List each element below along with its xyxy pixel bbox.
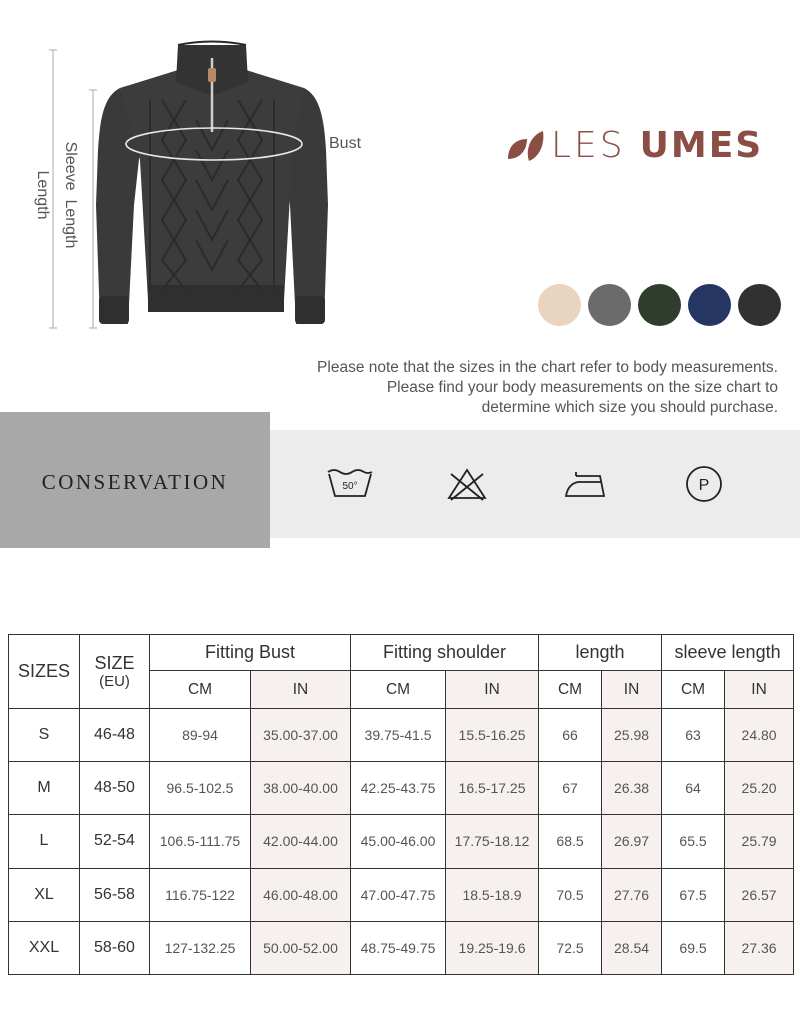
sweater-image [0,0,362,340]
color-swatches [538,284,781,326]
header-sleeve-in: IN [725,671,794,709]
cell-size: XL [9,868,80,921]
cell-length-in: 26.97 [602,815,662,868]
cell-shoulder-cm: 47.00-47.75 [351,868,446,921]
brand-name-part1: LES [551,124,626,166]
cell-size-eu: 46-48 [80,709,150,762]
cell-shoulder-cm: 48.75-49.75 [351,921,446,974]
cell-sleeve-in: 25.20 [725,762,794,815]
header-shoulder-in: IN [446,671,539,709]
cell-sleeve-in: 25.79 [725,815,794,868]
header-length-cm: CM [539,671,602,709]
note-line-2: Please find your body measurements on the size chart to [386,379,778,396]
cell-length-in: 27.76 [602,868,662,921]
cell-shoulder-cm: 39.75-41.5 [351,709,446,762]
cell-length-in: 26.38 [602,762,662,815]
header-size-eu: SIZE (EU) [80,635,150,709]
cell-size: M [9,762,80,815]
cell-bust-in: 46.00-48.00 [251,868,351,921]
leaf-logo-icon [505,125,547,165]
svg-text:P: P [698,477,710,494]
table-row [9,868,794,921]
cell-sleeve-cm: 65.5 [662,815,725,868]
cell-bust-in: 38.00-40.00 [251,762,351,815]
cell-shoulder-cm: 45.00-46.00 [351,815,446,868]
cell-size: S [9,709,80,762]
cell-sleeve-in: 26.57 [725,868,794,921]
table-row [9,921,794,974]
cell-size-eu: 56-58 [80,868,150,921]
swatch-black[interactable] [738,284,781,326]
table-row [9,815,794,868]
table-row [9,762,794,815]
no-bleach-icon [445,466,489,502]
cell-length-in: 28.54 [602,921,662,974]
conservation-title: CONSERVATION [41,470,229,494]
zipper-pull [208,68,216,82]
cell-length-cm: 72.5 [539,921,602,974]
cell-sleeve-cm: 69.5 [662,921,725,974]
swatch-grey[interactable] [588,284,631,326]
cell-bust-cm: 89-94 [150,709,251,762]
header-fitting-shoulder: Fitting shoulder [351,635,539,671]
sleeve-length-label: Sleeve Length [62,141,79,249]
cell-bust-cm: 127-132.25 [150,921,251,974]
swatch-navy[interactable] [688,284,731,326]
cell-size-eu: 52-54 [80,815,150,868]
cell-size: L [9,815,80,868]
cell-size-eu: 48-50 [80,762,150,815]
cell-shoulder-in: 19.25-19.6 [446,921,539,974]
cell-size-eu: 58-60 [80,921,150,974]
cell-length-cm: 66 [539,709,602,762]
cell-bust-in: 35.00-37.00 [251,709,351,762]
cell-shoulder-in: 16.5-17.25 [446,762,539,815]
cell-bust-in: 50.00-52.00 [251,921,351,974]
header-length-in: IN [602,671,662,709]
note-line-3: determine which size you should purchase. [481,399,778,416]
header-sleeve-length: sleeve length [662,635,794,671]
cell-shoulder-cm: 42.25-43.75 [351,762,446,815]
cell-sleeve-cm: 63 [662,709,725,762]
size-note [258,358,778,418]
cell-shoulder-in: 18.5-18.9 [446,868,539,921]
cell-bust-cm: 96.5-102.5 [150,762,251,815]
cell-length-cm: 67 [539,762,602,815]
cell-shoulder-in: 15.5-16.25 [446,709,539,762]
brand-logo [505,122,763,168]
cell-length-in: 25.98 [602,709,662,762]
note-line-1: Please note that the sizes in the chart refer to body measurements. [317,359,778,376]
header-sizes: SIZES [9,635,80,709]
dry-clean-p-icon [684,464,724,504]
length-label: Length [34,170,51,220]
header-fitting-bust: Fitting Bust [150,635,351,671]
cell-bust-in: 42.00-44.00 [251,815,351,868]
bust-label: Bust [329,135,362,152]
cell-shoulder-in: 17.75-18.12 [446,815,539,868]
svg-text:50°: 50° [342,481,358,492]
header-bust-in: IN [251,671,351,709]
cell-bust-cm: 106.5-111.75 [150,815,251,868]
cell-sleeve-in: 24.80 [725,709,794,762]
size-chart-table [8,634,794,975]
header-shoulder-cm: CM [351,671,446,709]
table-row [9,709,794,762]
cell-length-cm: 68.5 [539,815,602,868]
swatch-dark-green[interactable] [638,284,681,326]
brand-name-part2: UMES [639,124,764,166]
cell-bust-cm: 116.75-122 [150,868,251,921]
header-sleeve-cm: CM [662,671,725,709]
cell-length-cm: 70.5 [539,868,602,921]
cell-size: XXL [9,921,80,974]
cell-sleeve-cm: 64 [662,762,725,815]
cell-sleeve-cm: 67.5 [662,868,725,921]
header-length: length [539,635,662,671]
header-bust-cm: CM [150,671,251,709]
swatch-beige[interactable] [538,284,581,326]
cell-sleeve-in: 27.36 [725,921,794,974]
iron-icon [564,470,608,500]
product-area [0,0,800,340]
wash-50-icon [326,466,374,500]
